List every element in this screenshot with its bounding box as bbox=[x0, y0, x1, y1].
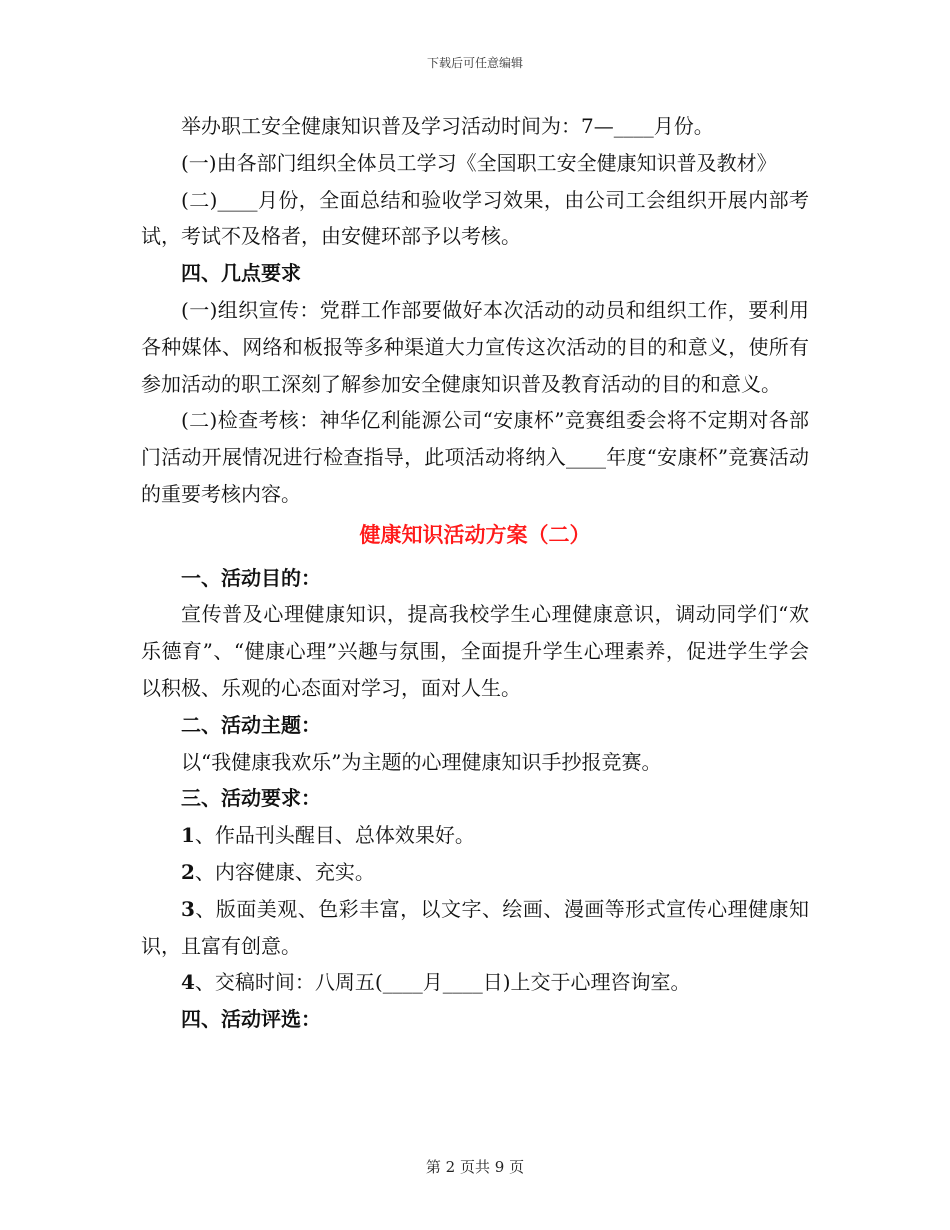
requirement-4-text: 、交稿时间：八周五(____月____日)上交于心理咨询室。 bbox=[194, 970, 691, 995]
paragraph-purpose: 宣传普及心理健康知识，提高我校学生心理健康意识，调动同学们“欢乐德育”、“健康心理”兴趣与氛围，全面提升学生心理素养，促进学生学会以积极、乐观的心态面对学习，面对人生。 bbox=[141, 602, 809, 700]
requirement-3 bbox=[141, 891, 809, 965]
paragraph-activity-time: 举办职工安全健康知识普及学习活动时间为：7—____月份。 bbox=[181, 114, 714, 138]
requirement-4-number: 4 bbox=[181, 970, 195, 995]
paragraph-item-1: (一)由各部门组织全体员工学习《全国职工安全健康知识普及教材》 bbox=[181, 150, 777, 175]
requirement-3-number: 3 bbox=[181, 896, 195, 921]
requirement-3-text: 、版面美观、色彩丰富，以文字、绘画、漫画等形式宣传心理健康知识，且富有创意。 bbox=[141, 896, 809, 958]
paragraph-publicity: (一)组织宣传：党群工作部要做好本次活动的动员和组织工作，要利用各种媒体、网络和板报等多种渠道大力宣传这次活动的目的和意义，使所有参加活动的职工深刻了解参加安全健康知识普及教育活动的目的和意义。 bbox=[141, 297, 809, 396]
heading-purpose: 一、活动目的： bbox=[181, 565, 321, 590]
heading-requirements: 四、几点要求 bbox=[181, 261, 301, 286]
requirement-1-text: 、作品刊头醒目、总体效果好。 bbox=[194, 823, 475, 848]
requirement-4 bbox=[141, 964, 809, 1001]
paragraph-item-2: (二)____月份，全面总结和验收学习效果，由公司工会组织开展内部考试，考试不及格者，由安健环部予以考核。 bbox=[141, 187, 809, 249]
heading-theme: 二、活动主题： bbox=[181, 712, 321, 737]
requirement-2 bbox=[141, 854, 809, 891]
paragraph-inspection: (二)检查考核：神华亿利能源公司“安康杯”竞赛组委会将不定期对各部门活动开展情况进行检查指导，此项活动将纳入____年度“安康杯”竞赛活动的重要考核内容。 bbox=[141, 408, 809, 506]
paragraph-theme: 以“我健康我欢乐”为主题的心理健康知识手抄报竞赛。 bbox=[181, 749, 662, 774]
requirement-1-number: 1 bbox=[181, 823, 195, 848]
heading-activity-requirements: 三、活动要求： bbox=[181, 786, 321, 811]
document-body bbox=[141, 108, 809, 1038]
requirement-2-number: 2 bbox=[181, 859, 195, 884]
section-title: 健康知识活动方案（二） bbox=[359, 521, 591, 547]
requirement-1 bbox=[141, 817, 809, 854]
requirement-2-text: 、内容健康、充实。 bbox=[194, 859, 375, 884]
page-footer: 第 2 页共 9 页 bbox=[425, 1158, 525, 1176]
page-header: 下载后可任意编辑 bbox=[426, 56, 523, 70]
heading-evaluation: 四、活动评选： bbox=[181, 1007, 321, 1032]
